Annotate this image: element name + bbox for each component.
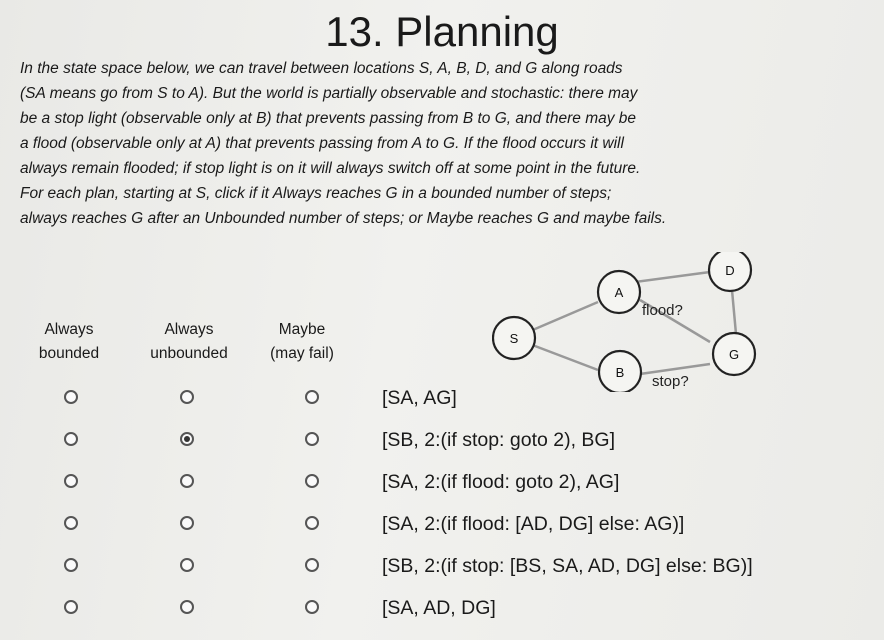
instructions-line: a flood (observable only at A) that prevents passing from A to G. If the flood occurs it will	[20, 135, 624, 152]
plan-row	[0, 426, 884, 468]
radio-always-unbounded[interactable]	[180, 516, 194, 530]
radio-always-bounded[interactable]	[64, 516, 78, 530]
instructions-line: (SA means go from S to A). But the world is partially observable and stochastic: there may	[20, 85, 638, 102]
node-label: D	[725, 263, 735, 278]
edge-DG	[732, 290, 736, 334]
plan-text: [SA, 2:(if flood: [AD, DG] else: AG)]	[382, 513, 685, 535]
radio-maybe[interactable]	[305, 516, 319, 530]
plan-text: [SA, AG]	[382, 387, 457, 409]
plan-text: [SB, 2:(if stop: goto 2), BG]	[382, 429, 616, 451]
instructions-line: be a stop light (observable only at B) that prevents passing from B to G, and there may be	[20, 110, 637, 127]
plan-row	[0, 594, 884, 636]
instructions-line: For each plan, starting at S, click if it Always reaches G in a bounded number of steps;	[20, 185, 612, 202]
header-line: Always	[164, 321, 214, 338]
plan-text: [SA, 2:(if flood: goto 2), AG]	[382, 471, 620, 493]
radio-maybe[interactable]	[305, 390, 319, 404]
flood-edge-label: flood?	[642, 302, 683, 319]
instructions-line: always reaches G after an Unbounded number of steps; or Maybe reaches G and maybe fails.	[20, 210, 667, 227]
header-always-bounded	[28, 318, 110, 366]
header-line: Always	[44, 321, 94, 338]
plan-text: [SB, 2:(if stop: [BS, SA, AD, DG] else: BG)]	[382, 555, 753, 577]
node-label: B	[615, 365, 625, 380]
instructions-line: always remain flooded; if stop light is on it will always switch off at some point in the future.	[20, 160, 641, 177]
radio-always-bounded[interactable]	[64, 600, 78, 614]
plan-text: [SA, AD, DG]	[382, 597, 496, 619]
radio-always-bounded[interactable]	[64, 432, 78, 446]
header-line: (may fail)	[270, 345, 334, 362]
radio-always-unbounded[interactable]	[180, 600, 194, 614]
page-title: 13. Planning	[325, 8, 559, 55]
header-always-unbounded	[132, 318, 246, 366]
instructions	[20, 56, 870, 231]
radio-maybe[interactable]	[305, 474, 319, 488]
radio-always-unbounded[interactable]	[180, 558, 194, 572]
radio-maybe[interactable]	[305, 600, 319, 614]
instructions-line: In the state space below, we can travel between locations S, A, B, D, and G along roads	[20, 60, 623, 77]
node-label: G	[728, 347, 740, 362]
node-label: A	[614, 285, 624, 300]
radio-always-bounded[interactable]	[64, 474, 78, 488]
plan-row	[0, 468, 884, 510]
header-line: Maybe	[278, 321, 326, 338]
radio-maybe[interactable]	[305, 432, 319, 446]
plan-table	[0, 370, 884, 640]
node-label: S	[509, 331, 519, 346]
radio-always-unbounded[interactable]	[180, 474, 194, 488]
radio-always-unbounded[interactable]	[180, 390, 194, 404]
radio-always-unbounded[interactable]	[180, 432, 194, 446]
stop-edge-label: stop?	[652, 373, 689, 390]
radio-always-bounded[interactable]	[64, 390, 78, 404]
header-line: unbounded	[150, 345, 228, 362]
header-line: bounded	[38, 345, 100, 362]
radio-always-bounded[interactable]	[64, 558, 78, 572]
plan-row	[0, 384, 884, 426]
plan-row	[0, 552, 884, 594]
radio-maybe[interactable]	[305, 558, 319, 572]
plan-row	[0, 510, 884, 552]
header-maybe	[256, 318, 348, 366]
